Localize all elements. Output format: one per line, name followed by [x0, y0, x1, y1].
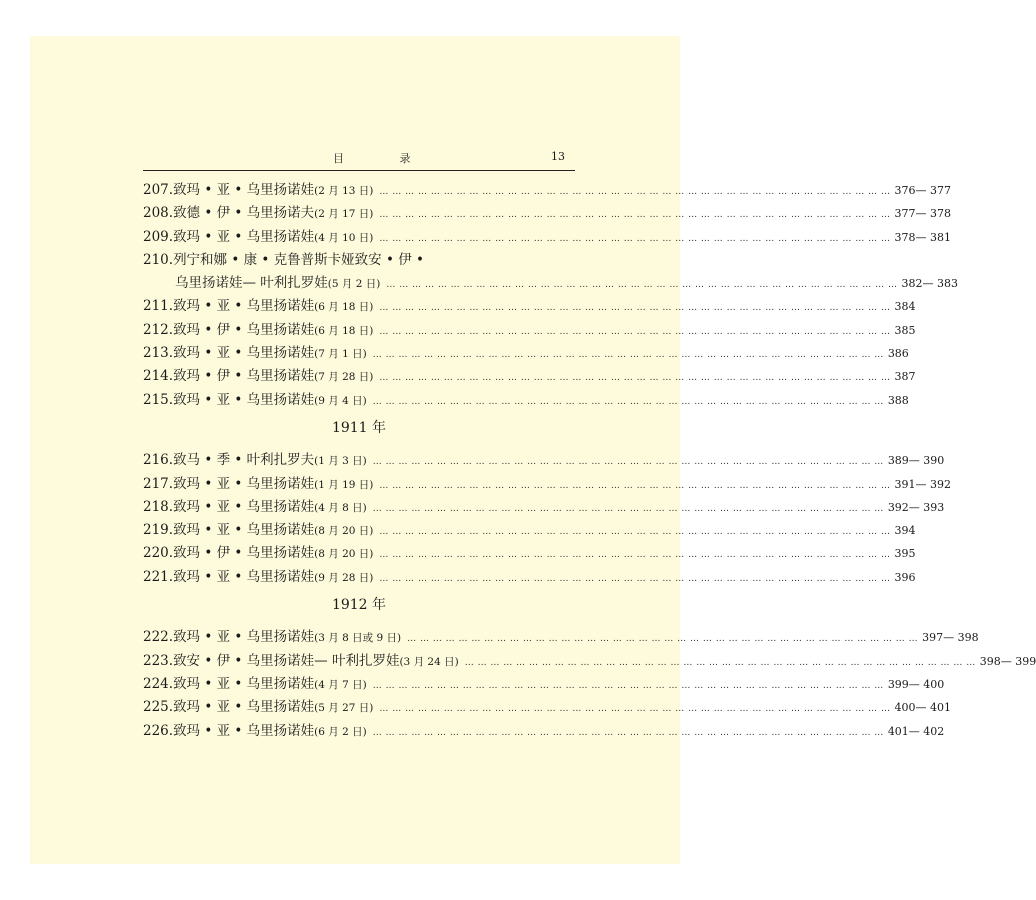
- entry-date: (6 月 18 日): [314, 324, 374, 337]
- entry-title: 致玛 • 亚 • 乌里扬诺娃: [173, 675, 315, 692]
- entry-label: [143, 248, 424, 268]
- year-heading: 1912 年: [331, 597, 387, 614]
- dot-leader: … … … … … … … … … … … … … … … … … … … … … … … … … … … … … … … … … … … … … … … …: [379, 527, 891, 538]
- entry-date: (5 月 27 日): [314, 702, 374, 715]
- entry-label: [143, 472, 373, 492]
- entry-pages: 385: [894, 323, 916, 337]
- entry-date: (7 月 1 日): [314, 348, 367, 361]
- entry-pages: 377— 378: [894, 207, 951, 221]
- entry-pages: 395: [894, 547, 916, 561]
- entry-date: (2 月 17 日): [314, 208, 374, 221]
- entry-pages: 384: [894, 300, 916, 314]
- entry-label: [143, 649, 459, 669]
- toc-entry[interactable]: [143, 672, 945, 695]
- entry-label: [143, 518, 373, 538]
- entry-number: 212.: [143, 321, 174, 338]
- dot-leader: … … … … … … … … … … … … … … … … … … … … … … … … … … … … … … … … … … … … … … … …: [379, 187, 891, 197]
- entry-date: (7 月 28 日): [314, 371, 374, 384]
- dot-leader: … … … … … … … … … … … … … … … … … … … … … … … … … … … … … … … … … … … … … … … …: [372, 457, 884, 468]
- toc-entry[interactable]: [143, 364, 916, 387]
- entry-title: 致玛 • 伊 • 乌里扬诺娃: [173, 368, 315, 385]
- dot-leader: … … … … … … … … … … … … … … … … … … … … … … … … … … … … … … … … … … … … … … … …: [372, 727, 884, 738]
- toc-entry[interactable]: [143, 472, 951, 495]
- entry-pages: 386: [887, 347, 909, 361]
- dot-leader: … … … … … … … … … … … … … … … … … … … … … … … … … … … … … … … … … … … … … … … …: [379, 480, 891, 491]
- entry-date: (4 月 10 日): [314, 231, 374, 244]
- entry-pages: 389— 390: [887, 454, 945, 468]
- entry-title: 致玛 • 伊 • 乌里扬诺娃: [173, 321, 315, 338]
- entry-number: 218.: [143, 498, 174, 515]
- toc-entry[interactable]: [143, 318, 916, 341]
- toc-entry[interactable]: [143, 294, 916, 317]
- dot-leader: … … … … … … … … … … … … … … … … … … … … … … … … … … … … … … … … … … … … … … … …: [386, 280, 898, 291]
- entry-number: 208.: [143, 205, 174, 222]
- dot-leader: … … … … … … … … … … … … … … … … … … … … … … … … … … … … … … … … … … … … … … … …: [372, 350, 884, 361]
- entry-pages: 378— 381: [894, 230, 951, 244]
- entry-pages: 398— 399: [979, 654, 1036, 668]
- entry-label: [143, 225, 373, 245]
- entry-label: [143, 364, 373, 384]
- entry-number: 215.: [143, 391, 174, 408]
- entry-label: [143, 294, 373, 314]
- dot-leader: … … … … … … … … … … … … … … … … … … … … … … … … … … … … … … … … … … … … … … … …: [379, 373, 891, 384]
- entry-label: [143, 565, 373, 585]
- entry-title: 致玛 • 亚 • 乌里扬诺娃: [173, 699, 315, 716]
- entry-title: 致玛 • 亚 • 乌里扬诺娃: [173, 391, 315, 408]
- entry-label: [143, 625, 401, 645]
- header-page-number: 13: [551, 150, 565, 163]
- entry-label: [143, 719, 367, 739]
- entry-number: 210.: [143, 251, 174, 268]
- toc-entry[interactable]: [143, 649, 1036, 672]
- entry-title: 致玛 • 亚 • 乌里扬诺娃: [173, 522, 315, 539]
- entry-pages: 401— 402: [887, 724, 945, 738]
- entry-number: 214.: [143, 368, 174, 385]
- toc-entry[interactable]: [143, 495, 945, 518]
- entry-label: [175, 271, 380, 291]
- toc-entry-continuation[interactable]: [143, 271, 958, 294]
- entry-date: (8 月 20 日): [314, 525, 374, 538]
- entry-date: (9 月 4 日): [314, 394, 367, 407]
- header-title: 目 录: [333, 152, 437, 165]
- entry-number: 224.: [143, 675, 174, 692]
- dot-leader: … … … … … … … … … … … … … … … … … … … … … … … … … … … … … … … … … … … … … … … …: [407, 634, 919, 645]
- dot-leader: … … … … … … … … … … … … … … … … … … … … … … … … … … … … … … … … … … … … … … … …: [464, 657, 976, 668]
- dot-leader: … … … … … … … … … … … … … … … … … … … … … … … … … … … … … … … … … … … … … … … …: [372, 680, 884, 691]
- entry-pages: 392— 393: [887, 500, 945, 514]
- entry-title: 致玛 • 亚 • 乌里扬诺娃: [173, 498, 315, 515]
- entry-date: (1 月 3 日): [314, 455, 367, 468]
- table-of-contents: [143, 178, 1036, 742]
- entry-title: 致安 • 伊 • 乌里扬诺娃— 叶利扎罗娃: [173, 652, 400, 669]
- toc-entry[interactable]: [143, 625, 979, 648]
- entry-title: 致玛 • 亚 • 乌里扬诺娃: [173, 298, 315, 315]
- entry-date: (6 月 2 日): [314, 725, 367, 738]
- entry-title: 致德 • 伊 • 乌里扬诺夫: [173, 205, 315, 222]
- entry-number: 223.: [143, 652, 174, 669]
- entry-label: [143, 318, 373, 338]
- entry-pages: 391— 392: [894, 477, 951, 491]
- entry-number: 220.: [143, 545, 174, 562]
- dot-leader: … … … … … … … … … … … … … … … … … … … … … … … … … … … … … … … … … … … … … … … …: [379, 303, 891, 314]
- entry-title: 致玛 • 亚 • 乌里扬诺娃: [173, 722, 315, 739]
- toc-entry[interactable]: [143, 448, 945, 471]
- dot-leader: … … … … … … … … … … … … … … … … … … … … … … … … … … … … … … … … … … … … … … … …: [379, 704, 891, 715]
- toc-entry[interactable]: [143, 201, 951, 224]
- entry-title: 致玛 • 亚 • 乌里扬诺娃: [173, 182, 315, 198]
- entry-date: (1 月 19 日): [314, 478, 374, 491]
- entry-title: 致玛 • 亚 • 乌里扬诺娃: [173, 228, 315, 245]
- entry-title: 列宁和娜 • 康 • 克鲁普斯卡娅致安 • 伊 •: [173, 251, 424, 268]
- dot-leader: … … … … … … … … … … … … … … … … … … … … … … … … … … … … … … … … … … … … … … … …: [379, 233, 891, 244]
- entry-date: (4 月 7 日): [314, 678, 367, 691]
- entry-pages: 400— 401: [894, 701, 951, 715]
- entry-number: 225.: [143, 699, 174, 716]
- toc-entry[interactable]: [143, 388, 909, 411]
- dot-leader: … … … … … … … … … … … … … … … … … … … … … … … … … … … … … … … … … … … … … … … …: [379, 550, 891, 561]
- entry-label: [143, 495, 367, 515]
- entry-date: (8 月 20 日): [314, 548, 374, 561]
- toc-entry[interactable]: [143, 518, 916, 541]
- entry-number: 219.: [143, 522, 174, 539]
- entry-pages: 388: [887, 393, 909, 407]
- entry-date: (3 月 8 日或 9 日): [314, 632, 402, 645]
- entry-title: 乌里扬诺娃— 叶利扎罗娃: [175, 275, 328, 292]
- entry-label: [143, 201, 373, 221]
- entry-number: 209.: [143, 228, 174, 245]
- entry-pages: 376— 377: [894, 184, 951, 197]
- entry-label: [143, 178, 373, 198]
- entry-date: (3 月 24 日): [399, 655, 459, 668]
- entry-number: 222.: [143, 629, 174, 646]
- entry-title: 致马 • 季 • 叶利扎罗夫: [173, 452, 315, 469]
- dot-leader: … … … … … … … … … … … … … … … … … … … … … … … … … … … … … … … … … … … … … … … …: [379, 210, 891, 221]
- page-header: [143, 150, 575, 171]
- entry-number: 216.: [143, 452, 174, 469]
- toc-entry[interactable]: [143, 225, 951, 248]
- entry-label: [143, 672, 367, 692]
- entry-date: (9 月 28 日): [314, 571, 374, 584]
- entry-date: (5 月 2 日): [327, 278, 381, 291]
- year-heading: 1911 年: [331, 419, 387, 436]
- dot-leader: … … … … … … … … … … … … … … … … … … … … … … … … … … … … … … … … … … … … … … … …: [372, 396, 884, 407]
- toc-entry[interactable]: [143, 248, 575, 271]
- entry-pages: 387: [894, 370, 916, 384]
- entry-number: 221.: [143, 568, 174, 585]
- entry-title: 致玛 • 亚 • 乌里扬诺娃: [173, 629, 315, 646]
- entry-title: 致玛 • 亚 • 乌里扬诺娃: [173, 345, 315, 362]
- dot-leader: … … … … … … … … … … … … … … … … … … … … … … … … … … … … … … … … … … … … … … … …: [379, 573, 891, 584]
- entry-number: 207.: [143, 182, 174, 198]
- entry-label: [143, 541, 373, 561]
- entry-title: 致玛 • 亚 • 乌里扬诺娃: [173, 475, 315, 492]
- entry-title: 致玛 • 伊 • 乌里扬诺娃: [173, 545, 315, 562]
- toc-entry[interactable]: [143, 719, 945, 742]
- entry-number: 211.: [143, 298, 174, 315]
- entry-pages: 396: [894, 570, 916, 584]
- entry-date: (4 月 8 日): [314, 501, 367, 514]
- entry-pages: 397— 398: [922, 631, 979, 645]
- entry-label: [143, 448, 367, 468]
- entry-pages: 394: [894, 524, 916, 538]
- entry-number: 213.: [143, 345, 174, 362]
- entry-date: (6 月 18 日): [314, 301, 374, 314]
- toc-entry[interactable]: [143, 695, 951, 718]
- entry-label: [143, 388, 367, 408]
- entry-number: 226.: [143, 722, 174, 739]
- entry-date: (2 月 13 日): [314, 185, 374, 197]
- dot-leader: … … … … … … … … … … … … … … … … … … … … … … … … … … … … … … … … … … … … … … … …: [372, 503, 884, 514]
- dot-leader: … … … … … … … … … … … … … … … … … … … … … … … … … … … … … … … … … … … … … … … …: [379, 326, 891, 337]
- toc-entry[interactable]: [143, 341, 909, 364]
- toc-entry[interactable]: [143, 541, 916, 564]
- toc-entry[interactable]: [143, 178, 951, 201]
- entry-number: 217.: [143, 475, 174, 492]
- entry-pages: 399— 400: [887, 677, 945, 691]
- entry-label: [143, 341, 367, 361]
- entry-pages: 382— 383: [901, 277, 958, 291]
- entry-title: 致玛 • 亚 • 乌里扬诺娃: [173, 568, 315, 585]
- entry-label: [143, 695, 373, 715]
- toc-entry[interactable]: [143, 565, 916, 588]
